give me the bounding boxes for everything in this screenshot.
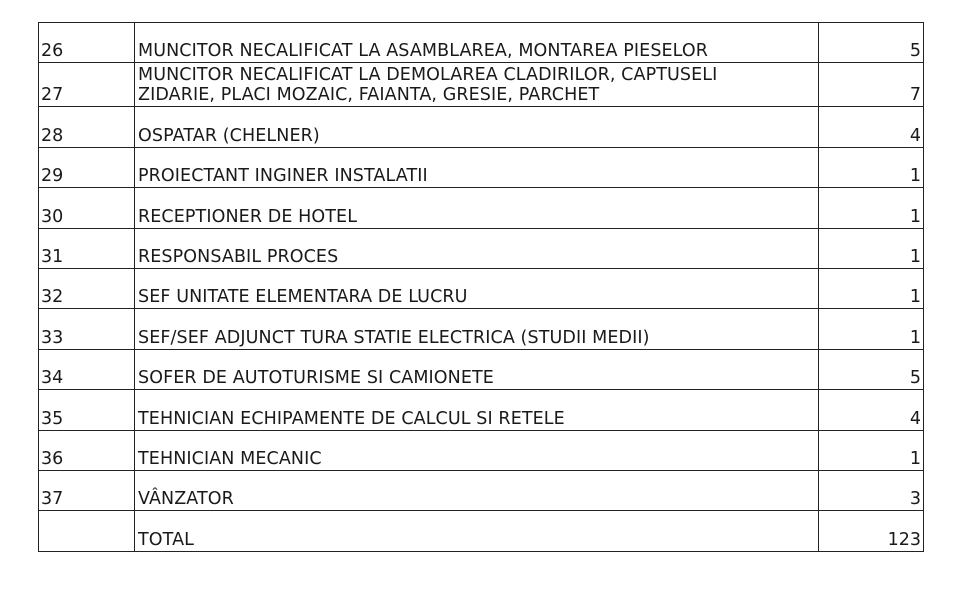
job-title: RESPONSABIL PROCES <box>135 228 819 268</box>
positions-count: 1 <box>819 309 924 349</box>
positions-table <box>38 22 924 552</box>
positions-count: 4 <box>819 390 924 430</box>
job-title: TEHNICIAN ECHIPAMENTE DE CALCUL SI RETELE <box>135 390 819 430</box>
job-title: MUNCITOR NECALIFICAT LA ASAMBLAREA, MONTAREA PIESELOR <box>135 23 819 63</box>
table-row <box>39 390 924 430</box>
positions-count: 1 <box>819 228 924 268</box>
job-title: SEF UNITATE ELEMENTARA DE LUCRU <box>135 268 819 308</box>
table-row <box>39 63 924 107</box>
table-row <box>39 309 924 349</box>
row-number: 31 <box>39 228 135 268</box>
job-title: OSPATAR (CHELNER) <box>135 107 819 147</box>
job-title: SOFER DE AUTOTURISME SI CAMIONETE <box>135 349 819 389</box>
job-title-line: ZIDARIE, PLACI MOZAIC, FAIANTA, GRESIE, PARCHET <box>138 85 600 106</box>
row-number: 28 <box>39 107 135 147</box>
positions-table-body <box>39 23 924 552</box>
positions-count: 7 <box>819 63 924 107</box>
row-number: 30 <box>39 188 135 228</box>
job-title: TEHNICIAN MECANIC <box>135 430 819 470</box>
table-row <box>39 430 924 470</box>
positions-count: 5 <box>819 23 924 63</box>
job-title: RECEPTIONER DE HOTEL <box>135 188 819 228</box>
job-title: PROIECTANT INGINER INSTALATII <box>135 147 819 187</box>
total-row <box>39 511 924 551</box>
table-row <box>39 228 924 268</box>
table-row <box>39 188 924 228</box>
positions-count: 5 <box>819 349 924 389</box>
row-number: 34 <box>39 349 135 389</box>
table-row <box>39 147 924 187</box>
row-number: 33 <box>39 309 135 349</box>
positions-count: 4 <box>819 107 924 147</box>
positions-count: 1 <box>819 147 924 187</box>
row-number: 35 <box>39 390 135 430</box>
row-number: 27 <box>39 63 135 107</box>
positions-count: 1 <box>819 268 924 308</box>
total-label: TOTAL <box>135 511 819 551</box>
table-row <box>39 349 924 389</box>
total-count: 123 <box>819 511 924 551</box>
table-row <box>39 23 924 63</box>
row-number: 36 <box>39 430 135 470</box>
job-title-line: MUNCITOR NECALIFICAT LA DEMOLAREA CLADIRILOR, CAPTUSELI <box>138 65 718 86</box>
job-title <box>135 63 819 107</box>
positions-count: 1 <box>819 430 924 470</box>
row-number: 26 <box>39 23 135 63</box>
table-row <box>39 470 924 510</box>
row-number: 29 <box>39 147 135 187</box>
row-number: 37 <box>39 470 135 510</box>
row-number: 32 <box>39 268 135 308</box>
table-row <box>39 107 924 147</box>
job-title: VÂNZATOR <box>135 470 819 510</box>
positions-count: 1 <box>819 188 924 228</box>
table-row <box>39 268 924 308</box>
total-row-number <box>39 511 135 551</box>
job-title: SEF/SEF ADJUNCT TURA STATIE ELECTRICA (STUDII MEDII) <box>135 309 819 349</box>
positions-count: 3 <box>819 470 924 510</box>
